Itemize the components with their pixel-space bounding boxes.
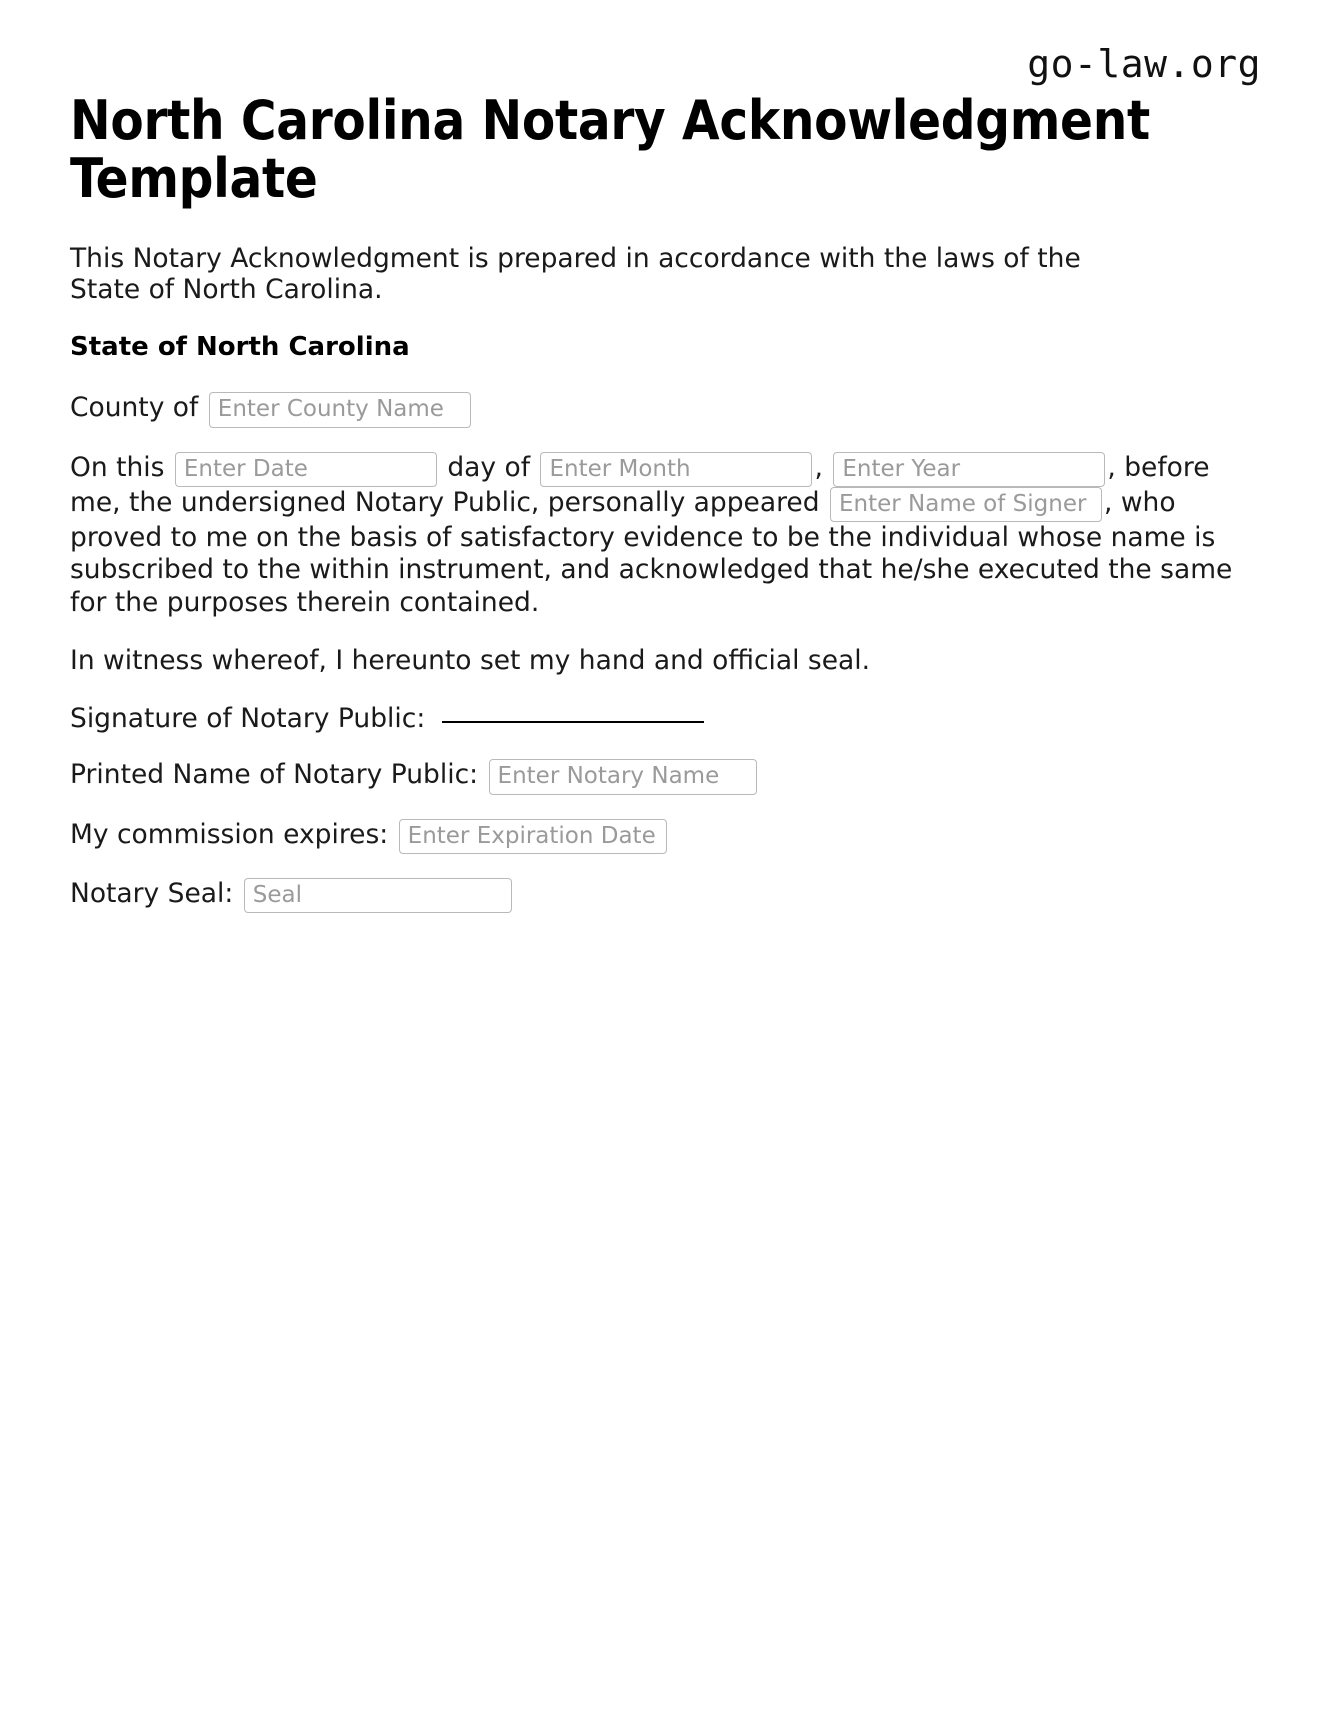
notary-seal-label: Notary Seal: [70, 877, 234, 909]
commission-expires-label: My commission expires: [70, 818, 389, 850]
acknowledgment-body-text: who proved to me on the basis of satisfactory evidence to be the individual whose name is subscribed to the within instrument, and acknowledged that he/she executed the same for the purposes therein contained. [70, 486, 1233, 618]
notary-seal-input[interactable] [244, 878, 512, 913]
state-heading: State of North Carolina [70, 332, 410, 363]
witness-paragraph: In witness whereof, I hereunto set my hand and official seal. [70, 645, 871, 677]
county-label: County of [70, 392, 199, 424]
month-input[interactable] [540, 452, 812, 487]
appearance-lead-text: before me, the undersigned Notary Public, personally appeared [70, 451, 1210, 518]
signature-row [70, 703, 1261, 735]
acknowledgment-block [70, 452, 1260, 620]
comma-after-year: , [1107, 451, 1116, 483]
notary-seal-row [70, 878, 1261, 913]
printed-name-row [70, 759, 1261, 794]
year-input[interactable] [833, 452, 1105, 487]
county-row [70, 392, 1261, 427]
intro-paragraph: This Notary Acknowledgment is prepared in accordance with the laws of the State of North Carolina. [70, 242, 1081, 306]
signer-name-input[interactable] [830, 487, 1102, 522]
page-title: North Carolina Notary Acknowledgment Template [70, 89, 1150, 211]
masthead [70, 40, 1261, 88]
printed-name-input[interactable] [489, 759, 757, 794]
signature-line[interactable] [442, 720, 704, 723]
comma-after-month: , [814, 451, 823, 483]
site-brand-logo: go-law.org [1027, 42, 1261, 86]
day-of-label: day of [447, 451, 531, 483]
printed-name-label: Printed Name of Notary Public: [70, 759, 479, 791]
comma-after-signer: , [1103, 486, 1113, 518]
commission-expires-row [70, 819, 1261, 854]
county-input[interactable] [209, 392, 471, 427]
on-this-label: On this [70, 451, 165, 483]
date-input[interactable] [175, 452, 437, 487]
commission-expires-input[interactable] [399, 819, 667, 854]
signature-label: Signature of Notary Public: [70, 702, 426, 734]
